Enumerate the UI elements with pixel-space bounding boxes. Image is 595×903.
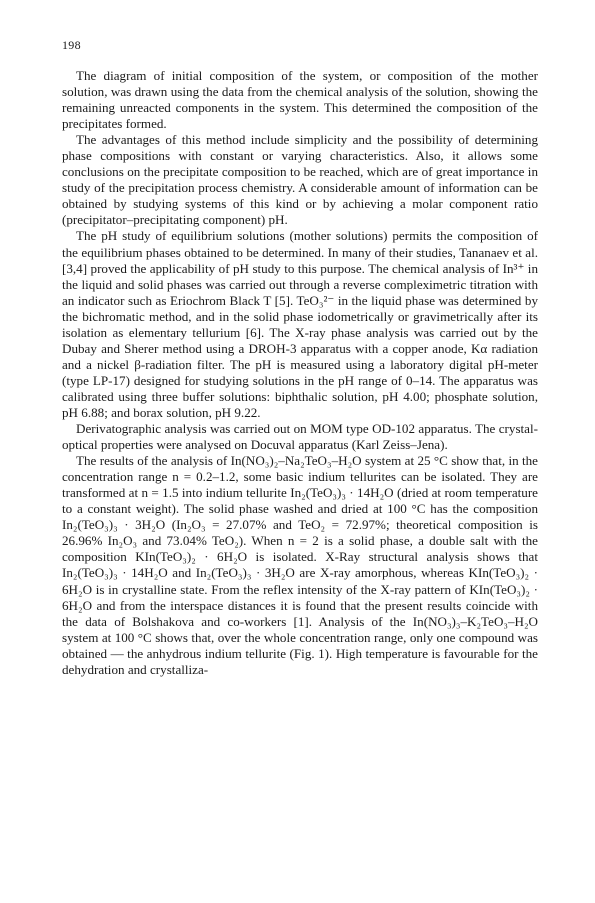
article-body bbox=[62, 68, 538, 678]
paragraph-initial-composition: The diagram of initial composition of the system, or composition of the mother solution, was drawn using the data from the chemical analysis of the solution, showing the remaining unreacted components in the system. This determined the composition of the precipitates formed. bbox=[62, 68, 538, 132]
page-number: 198 bbox=[62, 38, 81, 52]
paragraph-method-advantages: The advantages of this method include simplicity and the possibility of determining phase compositions with constant or varying characteristics. Also, it allows some conclusions on the precipitate composition to be reached, which are of great importance in study of the precipitation process chemistry. A considerable amount of information can be obtained by studying systems of this kind or by achieving a molar component ratio (precipitator–precipitating component) pH. bbox=[62, 132, 538, 228]
paragraph-derivatographic-analysis: Derivatographic analysis was carried out on MOM type OD-102 apparatus. The crystal-optical properties were analysed on Docuval apparatus (Karl Zeiss–Jena). bbox=[62, 421, 538, 453]
paragraph-results: The results of the analysis of In(NO₃)₂–Na₂TeO₃–H₂O system at 25 °C show that, in the concentration range n = 0.2–1.2, some basic indium tellurites can be isolated. They are transformed at n = 1.5 into indium tellurite In₂(TeO₃)₃ · 14H₂O (dried at room temperature to a constant weight). The solid phase washed and dried at 100 °C has the composition In₂(TeO₃)₃ · 3H₂O (In₂O₃ = 27.07% and TeO₂ = 72.97%; theoretical composition is 26.96% In₂O₃ and 73.04% TeO₂). When n = 2 is a solid phase, a double salt with the composition KIn(TeO₃)₂ · 6H₂O is isolated. X-Ray structural analysis shows that In₂(TeO₃)₃ · 14H₂O and In₂(TeO₃)₃ · 3H₂O are X-ray amorphous, whereas KIn(TeO₃)₂ · 6H₂O is in crystalline state. From the reflex intensity of the X-ray pattern of KIn(TeO₃)₂ · 6H₂O and from the interspace distances it is found that the present results coincide with the data of Bolshakova and co-workers [1]. Analysis of the In(NO₃)₃–K₂TeO₃–H₂O system at 100 °C shows that, over the whole concentration range, only one compound was obtained — the anhydrous indium tellurite (Fig. 1). High temperature is favourable for the dehydration and crystalliza- bbox=[62, 453, 538, 677]
paragraph-ph-study: The pH study of equilibrium solutions (mother solutions) permits the composition of the equilibrium phases obtained to be determined. In many of their studies, Tananaev et al. [3,4] proved the applicability of pH study to this purpose. The chemical analysis of In³⁺ in the liquid and solid phases was carried out through a reverse compleximetric titration with an indicator such as Eriochrom Black T [5]. TeO₃²⁻ in the liquid phase was determined by the bichromatic method, and in the solid phase iodometrically or gravimetrically after its isolation as elementary tellurium [6]. The X-ray phase analysis was carried out by the Dubay and Sherer method using a DROH-3 apparatus with a copper anode, Kα radiation and a nickel β-radiation filter. The pH is measured using a laboratory digital pH-meter (type LP-17) designed for studying solutions in the pH range of 0–14. The apparatus was calibrated using three buffer solutions: biphthalic solution, pH 4.00; phosphate solution, pH 6.88; and borax solution, pH 9.22. bbox=[62, 228, 538, 420]
